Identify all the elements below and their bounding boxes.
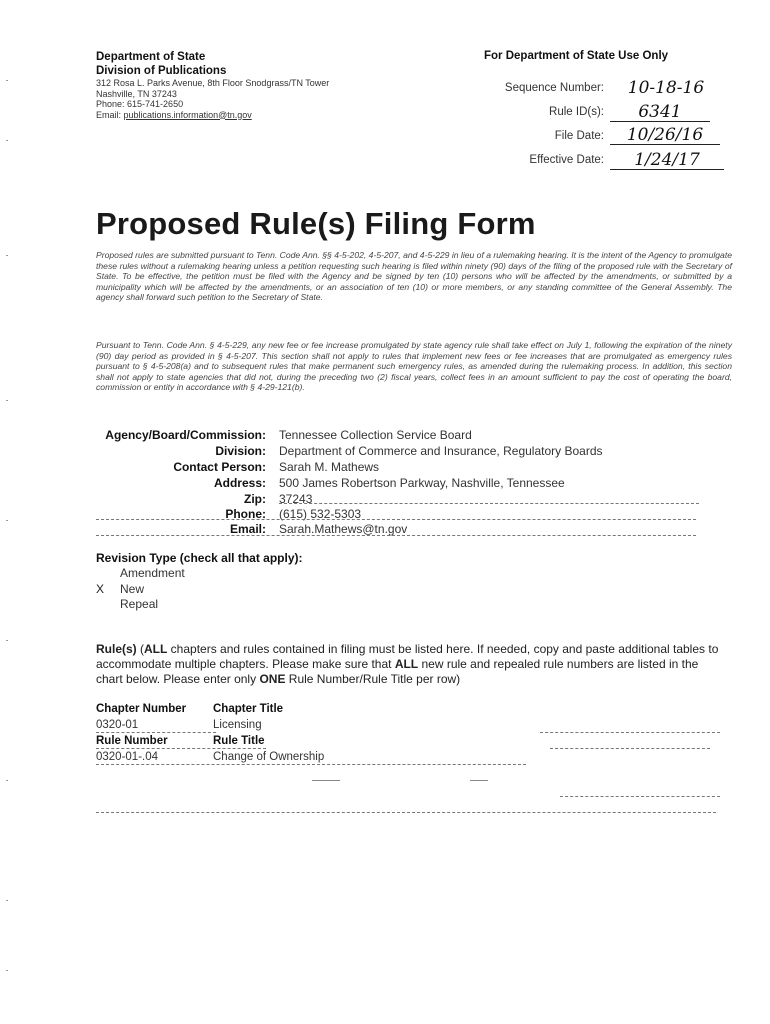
effective-date-value: 1/24/17 <box>610 152 724 170</box>
scan-mark-2 <box>470 780 488 781</box>
intro-paragraph-1: Proposed rules are submitted pursuant to Tenn. Code Ann. §§ 4-5-202, 4-5-207, and 4-5-229 in lieu of a rulemaking hearing. It is the intent of the Agency to promulgate these rules without a rulemaking hearing unless a petition requesting such hearing is filed within ninety (90) days of the filing of the proposed rule with the Secretary of State. To be effective, the petition must be filed with the Agency and be signed by ten (10) persons who will be affected by the amendments, or submitted by a municipality which will be affected by the amendments, or an association of ten (10) or more members, or any standing committee of the General Assembly. The agency shall forward such petition to the Secretary of State. <box>96 250 732 303</box>
phone-label: Phone: <box>225 507 266 521</box>
dept-email-link[interactable]: publications.information@tn.gov <box>123 109 252 120</box>
scan-mark-1 <box>312 780 340 781</box>
email-label: Email: <box>229 522 266 536</box>
rules-text-3: new rule and repealed rule numbers are listed in the chart below. Please enter only <box>96 657 699 686</box>
chapter-title-header: Chapter Title <box>213 703 284 715</box>
address-value: 500 James Robertson Parkway, Nashville, Tennessee <box>279 476 565 490</box>
chapter-number-cell: 0320-01 <box>96 719 139 731</box>
file-date-value: 10/26/16 <box>610 127 720 145</box>
division-label: Division: <box>215 444 266 458</box>
scan-mark-3 <box>560 796 720 797</box>
department-header <box>96 50 329 120</box>
zip-underline <box>96 519 696 520</box>
file-date-label: File Date: <box>554 130 604 142</box>
dept-email-label: Email: <box>96 109 122 120</box>
division-value: Department of Commerce and Insurance, Regulatory Boards <box>279 444 603 458</box>
effective-date-label: Effective Date: <box>529 154 604 166</box>
sequence-number-label: Sequence Number: <box>504 82 604 94</box>
table-faint-line-1 <box>540 732 720 733</box>
division-name: Division of Publications <box>96 65 227 77</box>
sequence-number-value: 10-18-16 <box>627 78 705 98</box>
rule-number-cell: 0320-01-.04 <box>96 751 159 763</box>
agency-label: Agency/Board/Commission: <box>105 428 266 442</box>
scan-speck <box>6 640 8 641</box>
scan-speck <box>6 900 8 901</box>
revision-type-heading: Revision Type (check all that apply): <box>96 551 303 565</box>
revision-amendment-label: Amendment <box>120 566 185 580</box>
rules-instructions <box>96 642 726 687</box>
dept-name: Department of State <box>96 51 206 63</box>
rule-id-label: Rule ID(s): <box>549 106 604 118</box>
rule-number-header: Rule Number <box>96 735 168 747</box>
dept-email-row <box>96 110 329 121</box>
table-faint-line-2 <box>550 748 710 749</box>
rules-lead: Rule(s) <box>96 642 137 656</box>
chapter-title-cell: Licensing <box>213 719 262 731</box>
scan-speck <box>6 400 8 401</box>
scan-speck <box>6 970 8 971</box>
rule-title-header: Rule Title <box>213 735 265 747</box>
rules-all-1: ALL <box>144 642 168 656</box>
revision-repeal-label: Repeal <box>120 597 159 611</box>
rules-all-2: ALL <box>394 657 419 671</box>
state-use-title: For Department of State Use Only <box>484 50 669 62</box>
contact-person-value: Sarah M. Mathews <box>279 460 380 474</box>
form-title: Proposed Rule(s) Filing Form <box>96 206 536 241</box>
dept-city: Nashville, TN 37243 <box>96 88 177 99</box>
revision-new-checkbox[interactable]: X <box>96 582 105 596</box>
table-row-divider-1 <box>96 732 216 733</box>
address-underline <box>279 503 699 504</box>
scan-speck <box>6 520 8 521</box>
contact-person-label: Contact Person: <box>173 460 266 474</box>
intro-paragraph-2: Pursuant to Tenn. Code Ann. § 4-5-229, any new fee or fee increase promulgated by state agency rule shall take effect on July 1, following the expiration of the ninety (90) day period as provided in § 4-5-207. This section shall not apply to rules that implement new fees or fee increases that are promulgated as emergency rules pursuant to § 4-5-208(a) and to subsequent rules that make permanent such emergency rules, as amended during the rulemaking process. In addition, this section shall not apply to state agencies that did not, during the preceding two (2) fiscal years, collect fees in an amount sufficient to pay the cost of operating the board, commission or entity in accordance with § 4-29-121(b). <box>96 340 732 393</box>
table-row-divider-2 <box>96 748 266 749</box>
agency-value: Tennessee Collection Service Board <box>279 428 472 442</box>
table-bottom-line <box>96 812 716 813</box>
table-row-divider-3 <box>96 764 526 765</box>
email-value: Sarah.Mathews@tn.gov <box>279 522 408 536</box>
dept-address: 312 Rosa L. Parks Avenue, 8th Floor Snodgrass/TN Tower <box>96 78 330 88</box>
chapter-number-header: Chapter Number <box>96 703 187 715</box>
rule-id-value: 6341 <box>610 104 710 122</box>
phone-value: (615) 532-5303 <box>279 507 362 521</box>
rules-text-1: ( <box>136 642 145 656</box>
zip-label: Zip: <box>244 492 266 506</box>
address-label: Address: <box>213 476 266 490</box>
revision-new-label: New <box>120 582 145 596</box>
scan-speck <box>6 140 8 141</box>
dept-phone: Phone: 615-741-2650 <box>96 99 184 109</box>
scan-speck <box>6 780 8 781</box>
scan-speck <box>6 255 8 256</box>
scan-speck <box>6 80 8 81</box>
rule-title-cell: Change of Ownership <box>213 751 325 763</box>
email-underline <box>96 535 696 536</box>
rules-text-4: Rule Number/Rule Title per row) <box>285 672 461 686</box>
rules-one: ONE <box>259 672 286 686</box>
zip-value: 37243 <box>279 492 313 506</box>
rules-text-2: chapters and rules contained in filing must be listed here. If needed, copy and paste additional tables to accommodate multiple chapters. Please make sure that <box>96 642 719 671</box>
